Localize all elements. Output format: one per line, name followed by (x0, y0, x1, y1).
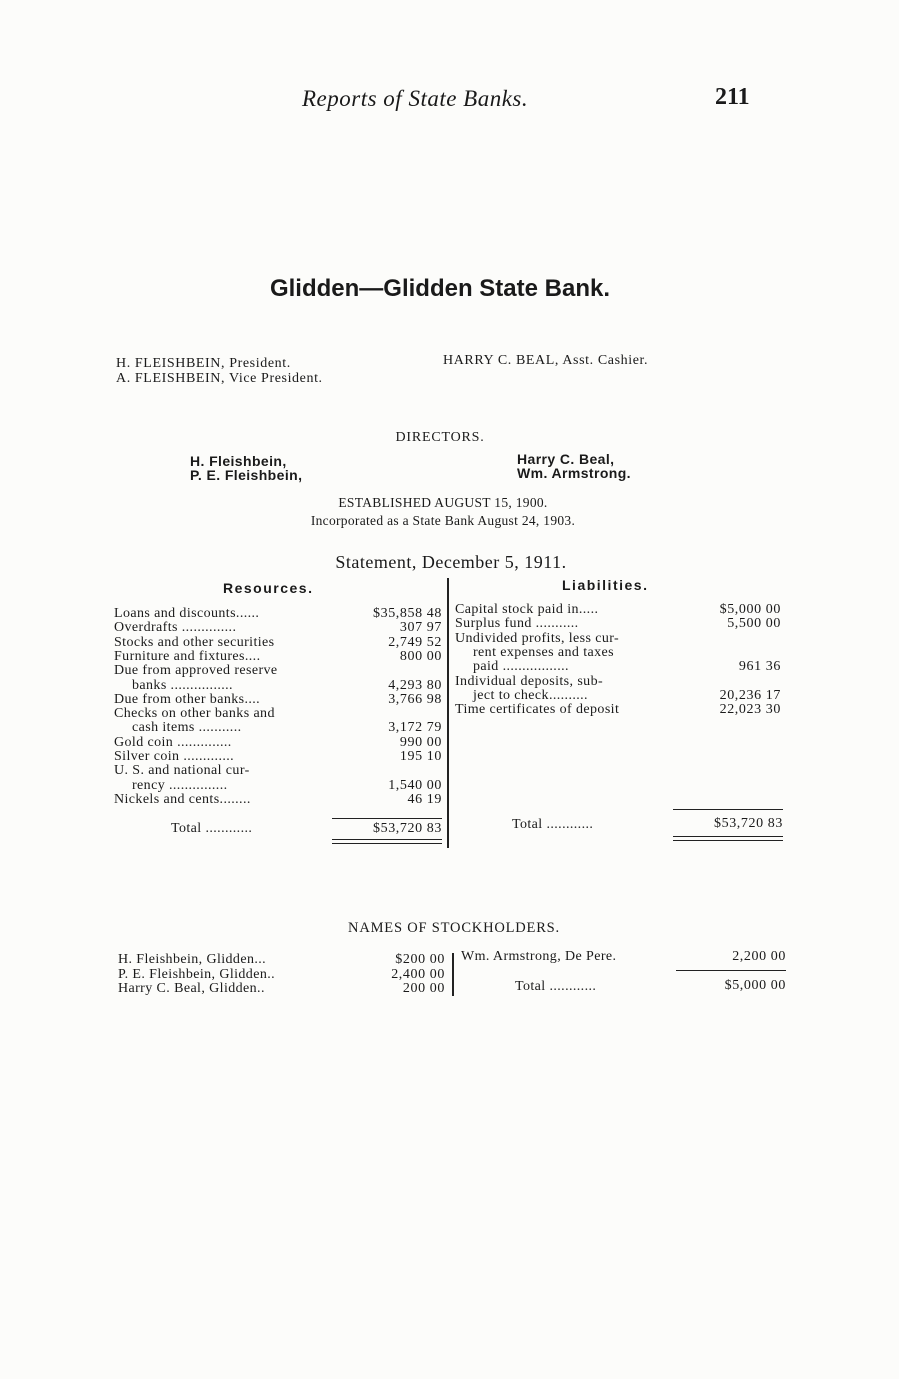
line-item-amount: 46 19 (407, 791, 442, 807)
line-item-amount: 2,400 00 (391, 966, 445, 982)
total-double-rule (673, 840, 783, 841)
director-name: Harry C. Beal, (517, 451, 615, 467)
total-double-rule (332, 839, 442, 840)
line-item-amount: $35,858 48 (373, 606, 442, 621)
officer-president: H. FLEISHBEIN, President. (116, 356, 291, 371)
line-item-amount: 3,172 79 (388, 720, 442, 736)
column-divider (447, 578, 449, 848)
line-item-label: Capital stock paid in..... (455, 602, 599, 617)
statement-title: Statement, December 5, 1911. (335, 552, 567, 572)
officer-vice-president: A. FLEISHBEIN, Vice President. (116, 371, 323, 386)
line-item-amount: 195 10 (399, 749, 442, 764)
line-item-label: Stocks and other securities (114, 634, 275, 650)
line-item-amount: 3,766 98 (388, 691, 442, 707)
stock-total-label: Total ............ (515, 979, 597, 994)
line-item-label: paid ................. (473, 659, 569, 675)
director-name: P. E. Fleishbein, (190, 467, 303, 483)
director-name: Wm. Armstrong. (517, 465, 631, 481)
line-item-label: Surplus fund ........... (455, 616, 579, 632)
stockholders-heading: NAMES OF STOCKHOLDERS. (348, 920, 560, 936)
line-item-label: rency ............... (132, 777, 228, 793)
line-item-label: Gold coin .............. (114, 734, 232, 750)
line-item-amount: 20,236 17 (719, 687, 781, 703)
line-item-label: Nickels and cents........ (114, 791, 251, 807)
officer-asst-cashier: HARRY C. BEAL, Asst. Cashier. (443, 353, 649, 368)
line-item-label: Checks on other banks and (114, 706, 275, 722)
stock-total: $5,000 00 (724, 978, 786, 993)
line-item-label: banks ................ (132, 677, 233, 693)
line-item-label: Due from approved reserve (114, 663, 278, 679)
line-item-amount: 307 97 (399, 620, 442, 636)
resources-total: $53,720 83 (373, 821, 442, 836)
line-item-label: rent expenses and taxes (473, 644, 614, 660)
line-item-amount: $5,000 00 (719, 602, 781, 617)
director-name: H. Fleishbein, (190, 453, 287, 469)
stock-total-rule (676, 970, 786, 971)
line-item-label: Undivided profits, less cur- (455, 630, 620, 646)
established-date: ESTABLISHED AUGUST 15, 1900. (338, 495, 548, 510)
page-number: 211 (715, 84, 750, 110)
line-item-label: Time certificates of deposit (455, 702, 620, 718)
line-item-amount: 2,749 52 (388, 634, 442, 650)
line-item-amount: 5,500 00 (727, 616, 781, 632)
line-item-label: P. E. Fleishbein, Glidden.. (118, 966, 276, 982)
line-item-label: Individual deposits, sub- (455, 673, 604, 689)
line-item-label: Harry C. Beal, Glidden.. (118, 981, 265, 996)
line-item-label: Due from other banks.... (114, 691, 261, 707)
line-item-amount: $200 00 (395, 952, 445, 967)
bank-title: Glidden—Glidden State Bank. (269, 275, 611, 302)
total-double-rule (332, 843, 442, 844)
line-item-amount: 4,293 80 (388, 677, 442, 693)
liabilities-total: $53,720 83 (714, 816, 783, 831)
stockholders-divider (452, 953, 454, 996)
directors-heading: DIRECTORS. (395, 430, 485, 445)
running-title: Reports of State Banks. (302, 86, 529, 111)
liabilities-heading: Liabilities. (562, 577, 649, 593)
stockholder-name: Wm. Armstrong, De Pere. (461, 949, 617, 964)
liabilities-total-label: Total ............ (512, 817, 594, 832)
line-item-amount: 990 00 (399, 734, 442, 750)
total-rule (673, 809, 783, 810)
line-item-label: ject to check.......... (473, 687, 588, 703)
line-item-amount: 22,023 30 (719, 702, 781, 718)
line-item-label: U. S. and national cur- (114, 763, 250, 779)
line-item-label: H. Fleishbein, Glidden... (118, 952, 267, 967)
line-item-amount: 1,540 00 (388, 777, 442, 793)
line-item-label: Overdrafts .............. (114, 620, 237, 636)
line-item-amount: 800 00 (399, 648, 442, 664)
total-double-rule (673, 836, 783, 837)
resources-total-label: Total ............ (171, 821, 253, 836)
line-item-label: cash items ........... (132, 720, 242, 736)
line-item-amount: 961 36 (738, 659, 781, 675)
stockholder-amount: 2,200 00 (732, 949, 786, 964)
incorporated-date: Incorporated as a State Bank August 24, 1903. (310, 513, 576, 528)
total-rule (332, 818, 442, 819)
line-item-label: Silver coin ............. (114, 749, 235, 764)
resources-heading: Resources. (223, 580, 314, 596)
line-item-label: Loans and discounts...... (114, 606, 260, 621)
line-item-label: Furniture and fixtures.... (114, 648, 261, 664)
line-item-amount: 200 00 (402, 981, 445, 996)
